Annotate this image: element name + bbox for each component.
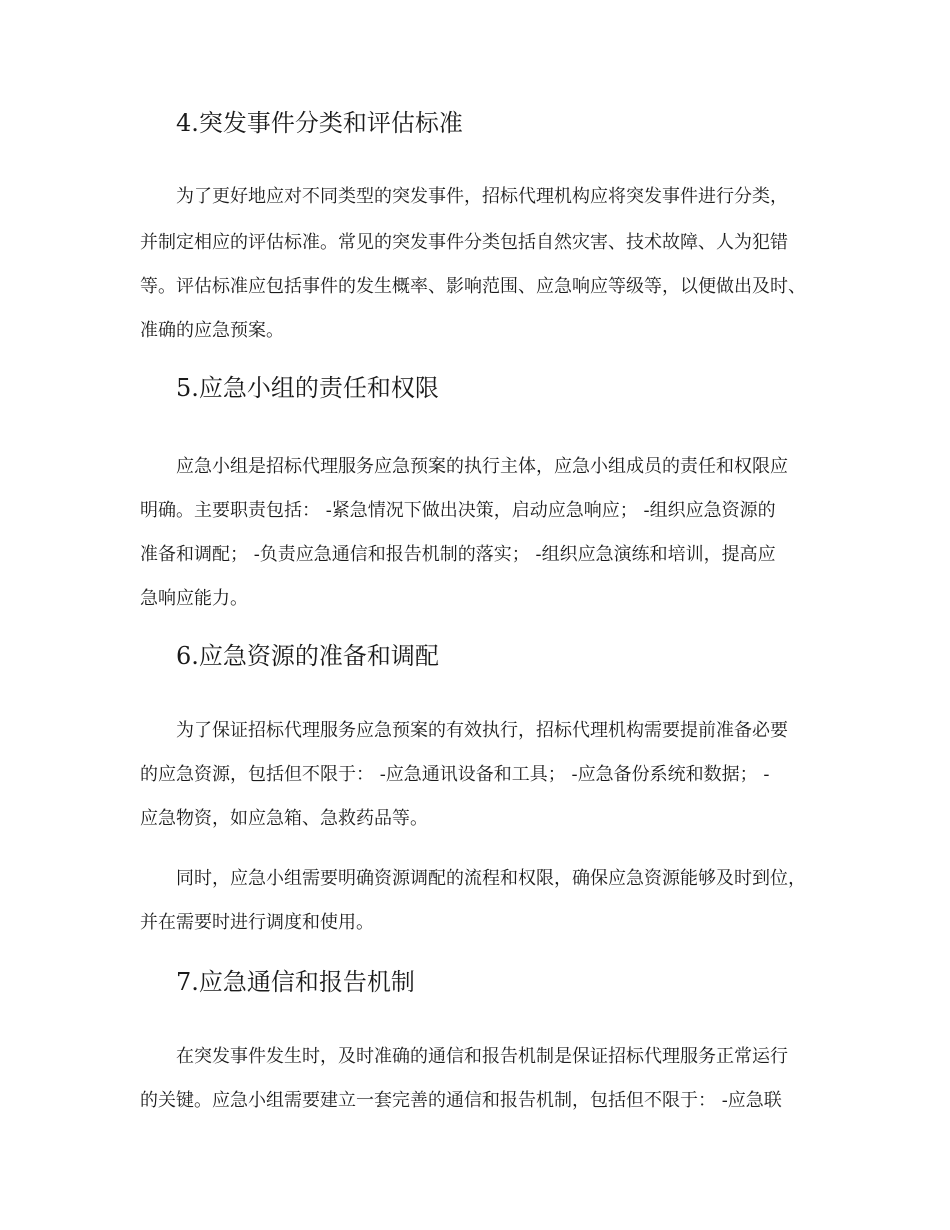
section-5-paragraph-line: 急响应能力。 (140, 588, 248, 609)
section-6-paragraph-line: 同时，应急小组需要明确资源调配的流程和权限，确保应急资源能够及时到位， (176, 868, 806, 889)
section-6-paragraph-line: 应急物资，如应急箱、急救药品等。 (140, 808, 428, 829)
section-5-paragraph-line: 明确。主要职责包括： -紧急情况下做出决策，启动应急响应； -组织应急资源的 (140, 500, 776, 521)
section-7-heading: 7.应急通信和报告机制 (176, 968, 415, 996)
section-4-heading: 4.突发事件分类和评估标准 (176, 109, 463, 137)
section-6-heading: 6.应急资源的准备和调配 (176, 642, 439, 670)
section-6-paragraph-line: 的应急资源，包括但不限于： -应急通讯设备和工具； -应急备份系统和数据； - (140, 764, 770, 785)
section-4-paragraph-line: 为了更好地应对不同类型的突发事件，招标代理机构应将突发事件进行分类， (176, 186, 788, 207)
section-5-heading: 5.应急小组的责任和权限 (176, 374, 439, 402)
section-7-paragraph-line: 的关键。应急小组需要建立一套完善的通信和报告机制，包括但不限于： -应急联 (140, 1090, 782, 1111)
section-4-paragraph-line: 准确的应急预案。 (140, 320, 284, 341)
section-4-paragraph-line: 等。评估标准应包括事件的发生概率、影响范围、应急响应等级等，以便做出及时、 (140, 276, 806, 297)
section-4-paragraph-line: 并制定相应的评估标准。常见的突发事件分类包括自然灾害、技术故障、人为犯错 (140, 232, 788, 253)
section-7-paragraph-line: 在突发事件发生时，及时准确的通信和报告机制是保证招标代理服务正常运行 (176, 1046, 788, 1067)
section-5-paragraph-line: 应急小组是招标代理服务应急预案的执行主体，应急小组成员的责任和权限应 (176, 456, 788, 477)
section-6-paragraph-line: 并在需要时进行调度和使用。 (140, 912, 374, 933)
section-6-paragraph-line: 为了保证招标代理服务应急预案的有效执行，招标代理机构需要提前准备必要 (176, 720, 788, 741)
section-5-paragraph-line: 准备和调配； -负责应急通信和报告机制的落实； -组织应急演练和培训，提高应 (140, 544, 776, 565)
